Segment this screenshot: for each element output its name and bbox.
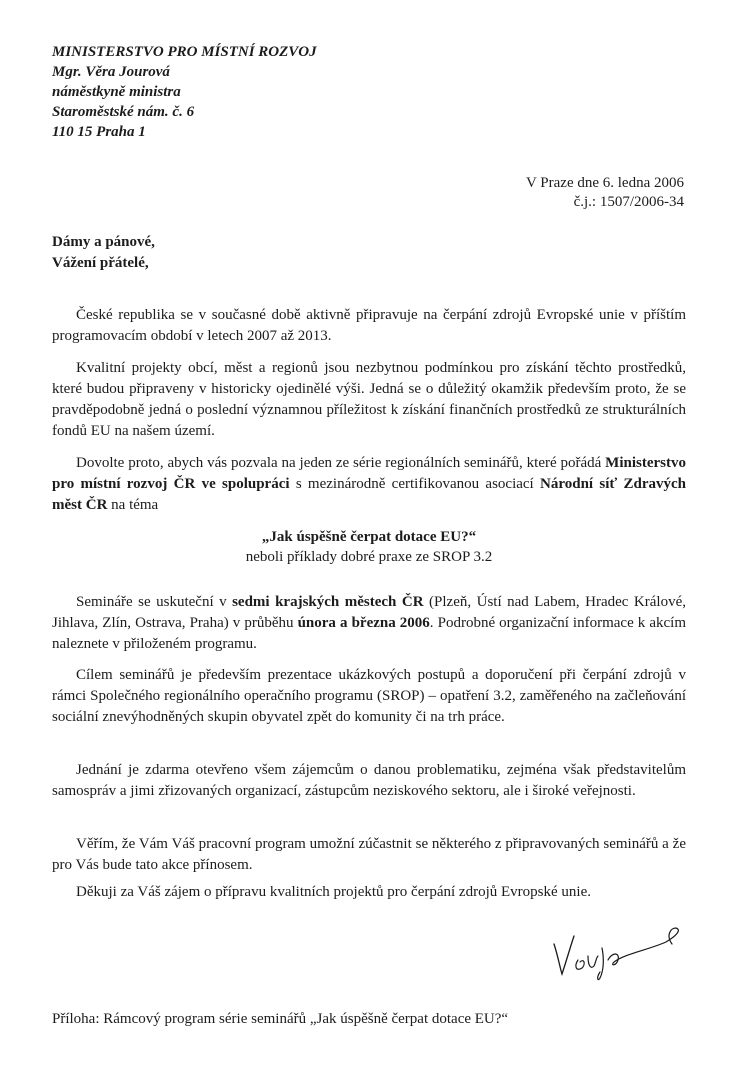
salutation-line-1: Dámy a pánové,	[52, 234, 155, 250]
invitation-organizer: Ministerstvo pro místní rozvoj ČR ve spolupráci	[52, 455, 686, 492]
paragraph-intro: České republika se v současné době aktivně připravuje na čerpání zdrojů Evropské unie v příštím programovacím období v letech 2007 až 2013.	[52, 307, 686, 344]
schedule-text-3: . Podrobné organizační informace k akcím naleznete v přiloženém programu.	[52, 615, 687, 652]
seminar-topic-title: „Jak úspěšně čerpat dotace EU?“	[261, 529, 477, 545]
schedule-cities: sedmi krajských městech ČR	[232, 594, 424, 610]
salutation-line-2: Vážení přátelé,	[52, 255, 149, 271]
sender-block	[52, 42, 317, 142]
paragraph-belief: Věřím, že Vám Váš pracovní program umožní zúčastnit se některého z připravovaných seminářů a že pro Vás bude tato akce přínosem.	[52, 836, 686, 873]
attachment-note: Příloha: Rámcový program série seminářů „Jak úspěšně čerpat dotace EU?“	[52, 1011, 509, 1027]
invitation-text-3: na téma	[107, 497, 159, 513]
paragraph-audience: Jednání je zdarma otevřeno všem zájemcům o danou problematiku, zejména však představitelům samospráv a jimi zřizovaných organizací, zástupcům neziskového sektoru, ale i široké veřejnosti.	[52, 762, 686, 799]
paragraph-invitation	[52, 453, 686, 516]
seminar-topic-subtitle: neboli příklady dobré praxe ze SROP 3.2	[245, 549, 493, 565]
sender-name: Mgr. Věra Jourová	[52, 64, 170, 80]
salutation	[52, 232, 155, 274]
invitation-partner: Národní síť Zdravých měst ČR	[52, 476, 686, 513]
invitation-text-2: s mezinárodně certifikovanou asociací	[289, 476, 541, 492]
handwritten-signature	[548, 922, 688, 982]
schedule-text-2: (Plzeň, Ústí nad Labem, Hradec Králové, Jihlava, Zlín, Ostrava, Praha) v průběhu	[52, 594, 686, 631]
schedule-text-1: Semináře se uskuteční v	[76, 594, 233, 610]
paragraph-projects: Kvalitní projekty obcí, měst a regionů jsou nezbytnou podmínkou pro získání těchto prostředků, které budou připraveny v historicky ojedinělé výši. Jedná se o důležitý okamžik především proto, že se pravděpodobně jedná o poslední významnou příležitost k získání finančních prostředků ze strukturálních fondů EU na našem území.	[52, 360, 686, 439]
paragraph-schedule	[52, 592, 686, 655]
seminar-topic	[52, 527, 686, 567]
paragraph-thanks: Děkuji za Váš zájem o přípravu kvalitních projektů pro čerpání zdrojů Evropské unie.	[76, 884, 591, 900]
schedule-period: února a března 2006	[297, 615, 430, 631]
paragraph-goal: Cílem seminářů je především prezentace ukázkových postupů a doporučení při čerpání zdrojů v rámci Společného regionálního operačního programu (SROP) – opatření 3.2, zaměřeného na začleňování sociální znevýhodněných skupin obyvatel zpět do komunity či na trh práce.	[52, 667, 686, 725]
sender-organization: MINISTERSTVO PRO MÍSTNÍ ROZVOJ	[52, 44, 317, 60]
sender-city: 110 15 Praha 1	[52, 124, 146, 140]
reference-number: č.j.: 1507/2006-34	[573, 194, 684, 210]
sender-street: Staroměstské nám. č. 6	[52, 104, 195, 120]
invitation-text-1: Dovolte proto, abych vás pozvala na jeden ze série regionálních seminářů, které pořádá	[76, 455, 606, 471]
date-reference-block	[526, 174, 684, 212]
date-line: V Praze dne 6. ledna 2006	[525, 175, 684, 191]
sender-position: náměstkyně ministra	[52, 84, 181, 100]
